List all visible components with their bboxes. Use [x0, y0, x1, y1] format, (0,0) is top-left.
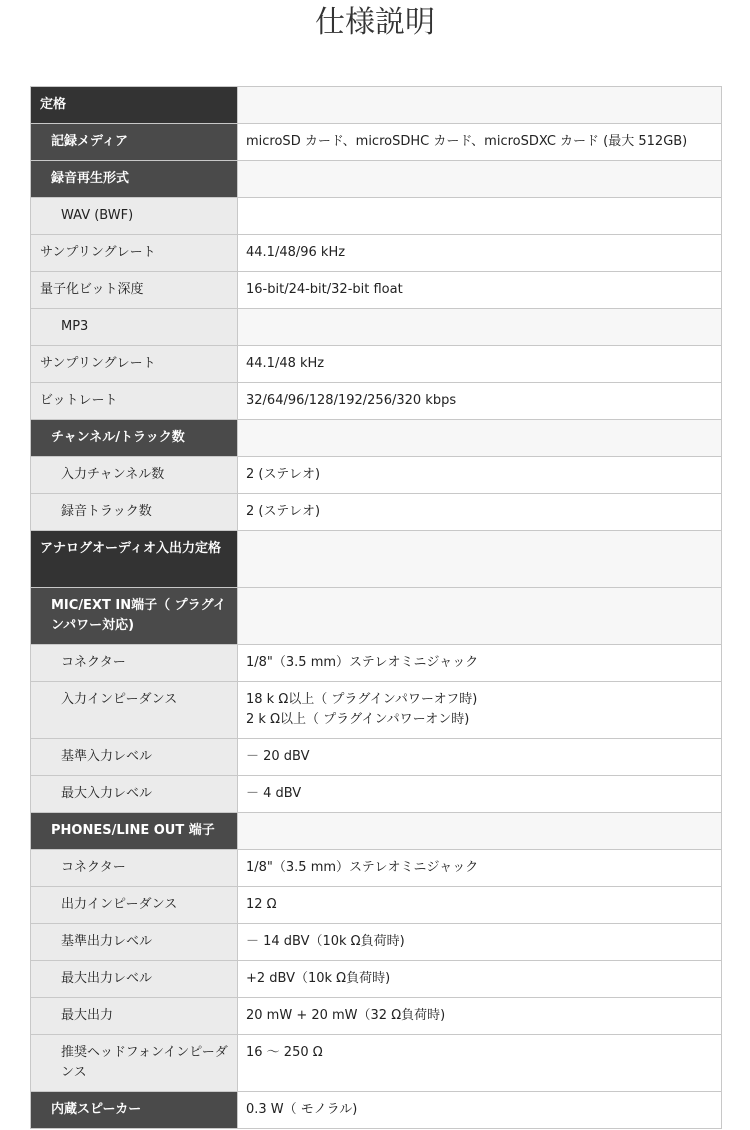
row-value: [238, 161, 722, 198]
row-value: [238, 531, 722, 588]
table-row: [31, 161, 722, 198]
row-value: [238, 588, 722, 645]
row-value-line: 2 k Ω以上（ プラグインパワーオン時): [246, 712, 470, 727]
table-row: [31, 924, 722, 961]
row-label: 入力チャンネル数: [31, 457, 238, 494]
table-row: [31, 272, 722, 309]
row-label: サンプリングレート: [31, 235, 238, 272]
subsection-header: MIC/EXT IN端子（ プラグインパワー対応): [31, 588, 238, 645]
row-label: 最大出力レベル: [31, 961, 238, 998]
table-row: [31, 850, 722, 887]
row-label: コネクター: [31, 645, 238, 682]
table-row: [31, 682, 722, 739]
row-label: 出力インピーダンス: [31, 887, 238, 924]
row-value: 2 (ステレオ): [238, 494, 722, 531]
table-row: [31, 998, 722, 1035]
table-row: [31, 531, 722, 588]
row-value: － 4 dBV: [238, 776, 722, 813]
page-title: 仕様説明: [315, 5, 435, 40]
table-row: [31, 198, 722, 235]
table-row: [31, 457, 722, 494]
row-label: サンプリングレート: [31, 346, 238, 383]
table-row: [31, 588, 722, 645]
row-value: 16 ～ 250 Ω: [238, 1035, 722, 1092]
row-label: ビットレート: [31, 383, 238, 420]
row-value: － 20 dBV: [238, 739, 722, 776]
section-header: アナログオーディオ入出力定格: [31, 531, 238, 588]
row-value: 32/64/96/128/192/256/320 kbps: [238, 383, 722, 420]
table-row: [31, 739, 722, 776]
section-header: 定格: [31, 87, 238, 124]
table-row: [31, 383, 722, 420]
table-row: [31, 420, 722, 457]
row-label: 量子化ビット深度: [31, 272, 238, 309]
table-row: [31, 776, 722, 813]
spec-table: [30, 86, 722, 1129]
subsection-header: PHONES/LINE OUT 端子: [31, 813, 238, 850]
row-label: 推奨ヘッドフォンインピーダンス: [31, 1035, 238, 1092]
row-value: 1/8"（3.5 mm）ステレオミニジャック: [238, 850, 722, 887]
row-value: － 14 dBV（10k Ω負荷時): [238, 924, 722, 961]
row-value: microSD カード、microSDHC カード、microSDXC カード (最大 512GB): [238, 124, 722, 161]
subsection-header: 内蔵スピーカー: [31, 1092, 238, 1129]
row-value: [238, 813, 722, 850]
row-value: [238, 309, 722, 346]
row-label: 最大出力: [31, 998, 238, 1035]
row-value: 16-bit/24-bit/32-bit float: [238, 272, 722, 309]
table-row: [31, 309, 722, 346]
table-row: [31, 235, 722, 272]
row-value: 44.1/48/96 kHz: [238, 235, 722, 272]
row-value: 20 mW + 20 mW（32 Ω負荷時): [238, 998, 722, 1035]
row-value: 1/8"（3.5 mm）ステレオミニジャック: [238, 645, 722, 682]
row-value: 2 (ステレオ): [238, 457, 722, 494]
table-row: [31, 645, 722, 682]
row-value: 12 Ω: [238, 887, 722, 924]
table-row: [31, 1092, 722, 1129]
row-label: 基準入力レベル: [31, 739, 238, 776]
table-row: [31, 124, 722, 161]
row-label: 入力インピーダンス: [31, 682, 238, 739]
row-label: コネクター: [31, 850, 238, 887]
row-value: [238, 87, 722, 124]
row-label: 録音トラック数: [31, 494, 238, 531]
table-row: [31, 1035, 722, 1092]
table-row: [31, 887, 722, 924]
table-row: [31, 961, 722, 998]
row-value: [238, 198, 722, 235]
row-label: 記録メディア: [31, 124, 238, 161]
row-value: +2 dBV（10k Ω負荷時): [238, 961, 722, 998]
table-row: [31, 87, 722, 124]
row-label: WAV (BWF): [31, 198, 238, 235]
row-value-line: 18 k Ω以上（ プラグインパワーオフ時): [246, 692, 478, 707]
row-value: [238, 420, 722, 457]
row-value: 0.3 W（ モノラル): [238, 1092, 722, 1129]
row-label: 基準出力レベル: [31, 924, 238, 961]
table-row: [31, 346, 722, 383]
subsection-header: 録音再生形式: [31, 161, 238, 198]
subsection-header: チャンネル/トラック数: [31, 420, 238, 457]
table-row: [31, 494, 722, 531]
table-row: [31, 813, 722, 850]
row-value: [238, 682, 722, 739]
row-value: 44.1/48 kHz: [238, 346, 722, 383]
row-label: 最大入力レベル: [31, 776, 238, 813]
row-label: MP3: [31, 309, 238, 346]
